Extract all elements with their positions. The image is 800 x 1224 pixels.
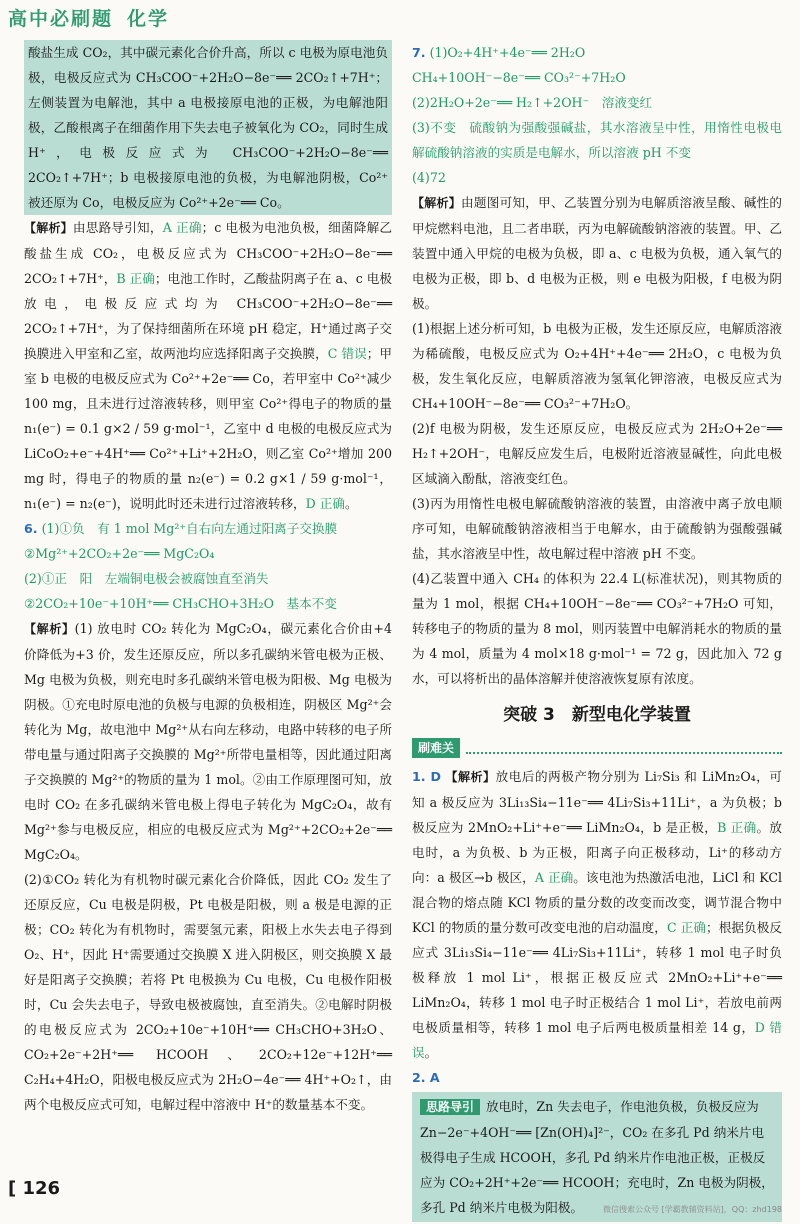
q6-line-1 (24, 516, 392, 541)
q7-analysis-3: (3)丙为用惰性电极电解硫酸钠溶液的装置，由溶液中离子放电顺序可知，电解硫酸钠溶液相当于电解水，由于硫酸钠为强酸强碱盐，其水溶液呈中性，故电解过程中溶液 pH 不变。 (412, 496, 782, 561)
q7-analysis-tag: 【解析】 (412, 196, 462, 210)
q1-option-d-wrong: D 错误 (412, 1020, 782, 1060)
right-column (412, 40, 782, 1224)
analysis-text-b: ；c 电极为电池负极，细菌降解乙酸盐生成 CO₂，电极反应式为 CH₃COO⁻+2H₂O−8e⁻══ 2CO₂↑+7H⁺， (24, 220, 393, 286)
q6-text-1: (1)①负 有 1 mol Mg²⁺自右向左通过阳离子交换膜 (41, 521, 338, 536)
q6-analysis-2: (2)①CO₂ 转化为有机物时碳元素化合价降低，因此 CO₂ 发生了还原反应，Cu 电极是阴极，Pt 电极是阳极，则 a 极是电源的正极；CO₂ 转化为有机物时，需要氢元素，阳极上水失去电子得到 O₂、H⁺，因此 H⁺需要通过交换膜 X 进入阴极区，则交换膜 X 最好是阳离子交换膜；若将 Pt 电极换为 Cu 电极，Cu 电极作阳极时，Cu 会失去电子，导致电极被腐蚀，直至消失。②电解时阴极的电极反应式为 2CO₂+10e⁻+10H⁺══ CH₃CHO+3H₂O、CO₂+2e⁻+2H⁺══ HCOOH、2CO₂+12e⁻+12H⁺══ C₂H₄+4H₂O，阳极电极反应式为 2H₂O−4e⁻══ 4H⁺+O₂↑，由两个电极反应式可知，电解过程中溶液中 H⁺的数量基本不变。 (24, 872, 392, 1112)
highlight-paragraph: 酸盐生成 CO₂，其中碳元素化合价升高，所以 c 电极为原电池负极，电极反应式为 CH₃COO⁻+2H₂O−8e⁻══ 2CO₂↑+7H⁺；左侧装置为电解池，其中 a 电极接原电池的正极，为电解池阳极，乙酸根离子在细菌作用下失去电子被氧化为 CO₂，同时生成 H⁺，电极反应式为 CH₃COO⁻+2H₂O−8e⁻══ 2CO₂↑+7H⁺；b 电极接原电池的负极，为电解池阴极，Co²⁺被还原为 Co，电极反应为 Co²⁺+2e⁻══ Co。 (24, 40, 392, 215)
q1-text-end: 。 (424, 1045, 438, 1060)
analysis-text-d: ；甲室 b 电极的电极反应式为 Co²⁺+2e⁻══ Co，若甲室中 Co²⁺减少 100 mg，且未进行过溶液转移，则甲室 Co²⁺得电子的物质的量 n₁(e⁻) = 0.1 g×2 / 59 g·mol⁻¹，乙室中 d 电极的电极反应式为 LiCoO₂+e⁻+4H⁺══ Co²⁺+Li⁺+2H₂O，则乙室 Co²⁺增加 200 mg 时，得电子的物质的量 n₂(e⁻) = 0.2 g×1 / 59 g·mol⁻¹，n₁(e⁻) = n₂(e⁻)，说明此时还未进行过溶液转移， (24, 346, 393, 511)
q7-line-4: (3)不变 硫酸钠为强酸强碱盐，其水溶液呈中性，用惰性电极电解硫酸钠溶液的实质是电解水，所以溶液 pH 不变 (412, 120, 782, 160)
analysis-text-c: ；电池工作时，乙酸盐阴离子在 a、c 电极放电，电极反应式均为 CH₃COO⁻+2H₂O−8e⁻══ 2CO₂↑+7H⁺，为了保持细菌所在环境 pH 稳定，H⁺通过离子交换膜进入甲室和乙室，故两池均应选择阳离子交换膜， (24, 271, 392, 361)
q1-option-c-correct: C 正确 (666, 920, 707, 935)
thinking-guide-badge: 思路导引 (420, 1099, 480, 1115)
q6-analysis-text: (1) 放电时 CO₂ 转化为 MgC₂O₄，碳元素化合价由+4 价降低为+3 价，发生还原反应，所以多孔碳纳米管电极为正极、Mg 电极为负极，则充电时多孔碳纳米管电极为阳极、Mg 电极为阴极。①充电时原电池的负极与电源的负极相连，阴极区 Mg²⁺会转化为 Mg，故电池中 Mg²⁺从右向左移动，电路中转移的电子所带电量与通过阳离子交换膜的 Mg²⁺所带电量相等，因此通过阳离子交换膜的 Mg²⁺的物质的量为 1 mol。②由工作原理图可知，放电时 CO₂ 在多孔碳纳米管电极上得电子转化为 MgC₂O₄，故有 Mg²⁺参与电极反应，相应的电极反应式为 Mg²⁺+2CO₂+2e⁻══ MgC₂O₄。 (24, 621, 392, 862)
q1-analysis-tag: 【解析】 (444, 770, 496, 784)
q6-line-2: ②Mg²⁺+2CO₂+2e⁻══ MgC₂O₄ (24, 546, 215, 561)
option-d-correct: D 正确 (305, 496, 345, 511)
analysis-paragraph: 【解析】由思路导引知，A 正确；c 电极为电池负极，细菌降解乙酸盐生成 CO₂，电极反应式为 CH₃COO⁻+2H₂O−8e⁻══ 2CO₂↑+7H⁺，B 正确；电池工作时，乙酸盐阴离子在 a、c 电极放电，电极反应式均为 CH₃COO⁻+2H₂O−8e⁻══ 2CO₂↑+7H⁺，为了保持细菌所在环境 pH 稳定，H⁺通过离子交换膜进入甲室和乙室，故两池均应选择阳离子交换膜，C 错误；甲室 b 电极的电极反应式为 Co²⁺+2e⁻══ Co，若甲室中 Co²⁺减少 100 mg，且未进行过溶液转移，则甲室 Co²⁺得电子的物质的量 n₁(e⁻) = 0.1 g×2 / 59 g·mol⁻¹，乙室中 d 电极的电极反应式为 LiCoO₂+e⁻+4H⁺══ Co²⁺+Li⁺+2H₂O，则乙室 Co²⁺增加 200 mg 时，得电子的物质的量 n₂(e⁻) = 0.2 g×1 / 59 g·mol⁻¹，n₁(e⁻) = n₂(e⁻)，说明此时还未进行过溶液转移，D 正确。 (24, 220, 393, 511)
analysis-text-a: 由思路导引知， (72, 220, 163, 235)
q1-text-d: ；根据负极反应式 3Li₁₃Si₄−11e⁻══ 4Li₇Si₃+11Li⁺，转移 1 mol 电子时负极释放 1 mol Li⁺，根据正极反应式 2MnO₂+Li⁺+e⁻══ LiMn₂O₄，转移 1 mol 电子时正极结合 1 mol Li⁺，若放电前两电极质量相等，转移 1 mol 电子后两电极质量相差 14 g， (412, 920, 782, 1035)
q1-text-b: 。放电时，a 为负极、b 为正极，阳离子向正极移动，Li⁺的移动方向：a 极区→b 极区， (412, 820, 782, 885)
subject-title: 化学 (127, 8, 170, 30)
dotted-divider (466, 742, 782, 754)
q2-number: 2. A (412, 1070, 440, 1085)
q7-text-1: (1)O₂+4H⁺+4e⁻══ 2H₂O (429, 45, 586, 60)
series-title: 高中必刷题 (8, 8, 114, 30)
option-c-wrong: C 错误 (327, 346, 367, 361)
q6-number: 6. (24, 521, 38, 536)
difficulty-band (412, 738, 782, 758)
q7-line-5: (4)72 (412, 170, 446, 185)
q7-analysis-intro: 由题图可知，甲、乙装置分别为电解质溶液呈酸、碱性的甲烷燃料电池，且二者串联，丙为电解硫酸钠溶液的装置。甲、乙装置中通入甲烷的电极为负极，即 a、c 电极为负极，通入氧气的电极为正极，即 b、d 电极为正极，则 e 电极为阳极，f 电极为阴极。 (412, 195, 782, 311)
q1-option-a-correct: A 正确 (534, 870, 574, 885)
q7-line-1 (412, 40, 782, 65)
q7-number: 7. (412, 45, 426, 60)
q7-analysis-2: (2)f 电极为阴极，发生还原反应，电极反应式为 2H₂O+2e⁻══ H₂↑+2OH⁻，电解反应发生后，电极附近溶液显碱性，向此电极区域滴入酚酞，溶液变红色。 (412, 421, 782, 486)
thinking-guide-box (412, 1092, 782, 1222)
question-6-answers (24, 516, 392, 616)
question-7-answers (412, 40, 782, 190)
page-number-value: 126 (22, 1178, 61, 1199)
footer-note: 微信搜索公众号 [学霸教辅资料站]，QQ：zhd198 (603, 1205, 782, 1214)
page-header (8, 4, 169, 34)
page-number: [ 126 (8, 1178, 61, 1199)
option-b-correct: B 正确 (116, 271, 155, 286)
q1-number: 1. D (412, 769, 441, 784)
left-column (24, 40, 392, 1117)
q2-answer (412, 1065, 782, 1090)
q7-analysis-1: (1)根据上述分析可知，b 电极为正极，发生还原反应，电解质溶液为稀硫酸，电极反应式为 O₂+4H⁺+4e⁻══ 2H₂O，c 电极为负极，发生氧化反应，电解质溶液为氢氧化钾溶液，电极反应式为 CH₄+10OH⁻−8e⁻══ CO₃²⁻+7H₂O。 (412, 321, 782, 411)
q6-analysis (24, 616, 392, 867)
q1-option-b-correct: B 正确 (717, 820, 757, 835)
q7-line-2: CH₄+10OH⁻−8e⁻══ CO₃²⁻+7H₂O (412, 70, 626, 85)
section-title: 突破 3 新型电化学装置 (503, 705, 691, 725)
q1-text-a: 放电后的两极产物分别为 Li₇Si₃ 和 LiMn₂O₄，可知 a 极反应为 3Li₁₃Si₄−11e⁻══ 4Li₇Si₃+11Li⁺，a 为负极；b 极反应为 2MnO₂+Li⁺+e⁻══ LiMn₂O₄，b 是正极， (412, 769, 782, 835)
q1-text-c: 。该电池为热激活电池，LiCl 和 KCl 混合物的熔点随 KCl 物质的量分数的改变而改变，调节混合物中 KCl 的物质的量分数可改变电池的启动温度， (412, 870, 783, 935)
q1-analysis (412, 764, 782, 1065)
q6-line-3: (2)①正 阳 左端铜电极会被腐蚀直至消失 (24, 571, 269, 586)
thinking-guide-text: 放电时，Zn 失去电子，作电池负极，负极反应为 Zn−2e⁻+4OH⁻══ [Zn(OH)₄]²⁻，CO₂ 在多孔 Pd 纳米片电极得电子生成 HCOOH，多孔 Pd 纳米片作电池正极，正极反应为 CO₂+2H⁺+2e⁻══ HCOOH；充电时，Zn 电极为阴极，多孔 Pd 纳米片电极为阳极。 (420, 1099, 774, 1215)
q7-analysis (412, 190, 782, 316)
analysis-tag: 【解析】 (24, 221, 73, 235)
q6-line-4: ②2CO₂+10e⁻+10H⁺══ CH₃CHO+3H₂O 基本不变 (24, 596, 337, 611)
difficulty-badge: 刷难关 (412, 738, 460, 758)
option-a-correct: A 正确 (162, 220, 202, 235)
q6-analysis-tag: 【解析】 (24, 622, 75, 636)
q7-line-3: (2)2H₂O+2e⁻══ H₂↑+2OH⁻ 溶液变红 (412, 95, 653, 110)
q7-analysis-4: (4)乙装置中通入 CH₄ 的体积为 22.4 L(标准状况)，则其物质的量为 1 mol，根据 CH₄+10OH⁻−8e⁻══ CO₃²⁻+7H₂O 可知，转移电子的物质的量为 8 mol，则丙装置中电解消耗水的物质的量为 4 mol，质量为 4 mol×18 g·mol⁻¹ = 72 g，因此加入 72 g 水，可以将析出的晶体溶解并使溶液恢复原有浓度。 (412, 571, 782, 686)
